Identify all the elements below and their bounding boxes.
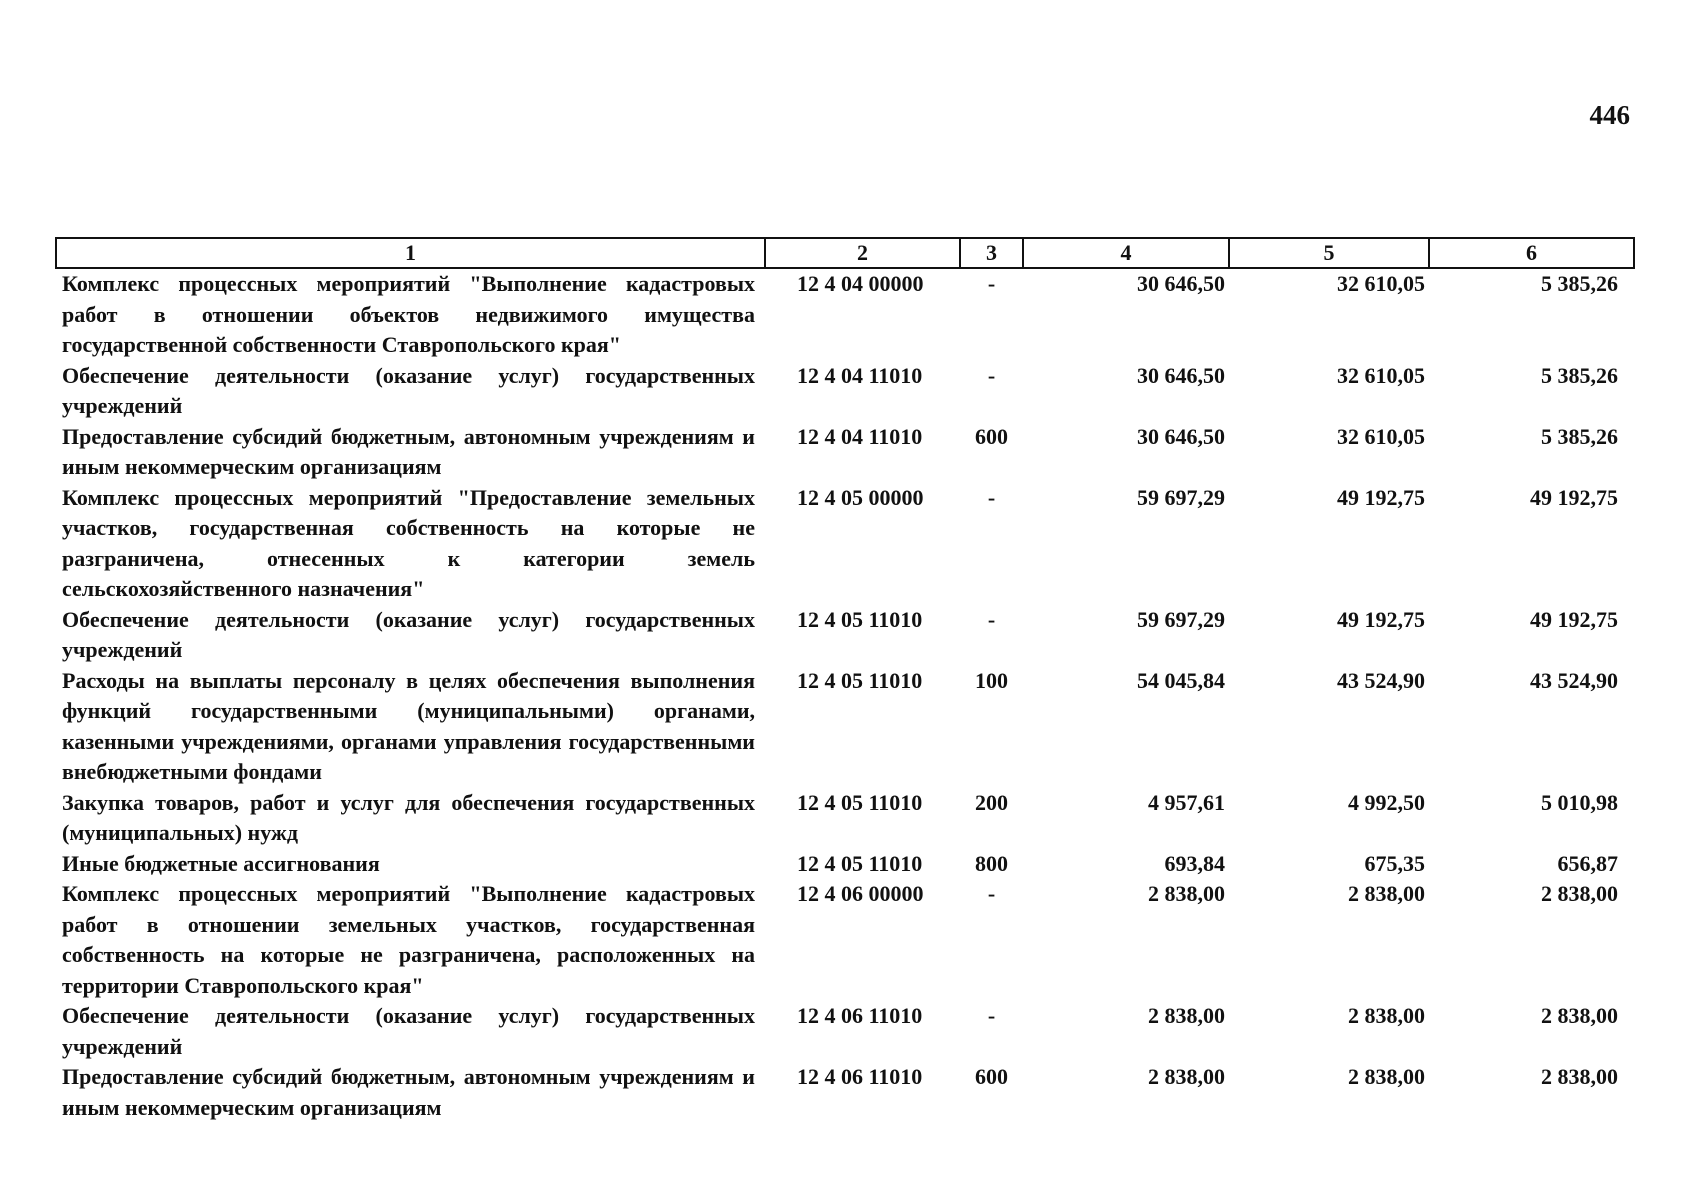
row-code: 12 4 04 00000 xyxy=(797,271,924,296)
row-value-4: 59 697,29 xyxy=(1137,606,1225,632)
row-value-4: 30 646,50 xyxy=(1137,423,1225,449)
row-value-5: 32 610,05 xyxy=(1337,271,1425,296)
budget-table xyxy=(55,237,1635,1123)
row-name: Обеспечение деятельности (оказание услуг) государственных учреждений xyxy=(62,606,755,662)
table-row xyxy=(56,422,1634,483)
row-name: Комплекс процессных мероприятий "Предоставление земельных участков, государственная собственность на которые не разграничена, отнесенных к категории земель сельскохозяйственного назначения" xyxy=(62,484,755,601)
row-value-5: 32 610,05 xyxy=(1337,423,1425,449)
row-value-6: 5 010,98 xyxy=(1541,789,1618,815)
row-expense-type: 200 xyxy=(975,789,1008,815)
row-value-5: 2 838,00 xyxy=(1348,881,1425,906)
table-row xyxy=(56,605,1634,666)
header-col-4: 4 xyxy=(1023,238,1229,268)
row-value-4: 2 838,00 xyxy=(1148,1064,1225,1089)
table-row xyxy=(56,879,1634,1001)
table-row xyxy=(56,849,1634,880)
row-value-6: 49 192,75 xyxy=(1530,484,1618,510)
row-value-5: 4 992,50 xyxy=(1348,789,1425,815)
row-name: Предоставление субсидий бюджетным, автономным учреждениям и иным некоммерческим организациям xyxy=(62,423,755,479)
row-expense-type: - xyxy=(987,271,996,296)
table-row xyxy=(56,666,1634,788)
row-value-4: 2 838,00 xyxy=(1148,881,1225,906)
row-code: 12 4 06 11010 xyxy=(797,1003,923,1028)
header-col-5: 5 xyxy=(1229,238,1429,268)
header-col-2: 2 xyxy=(765,238,960,268)
row-name: Предоставление субсидий бюджетным, автономным учреждениям и иным некоммерческим организациям xyxy=(62,1064,755,1120)
row-value-6: 5 385,26 xyxy=(1541,423,1618,449)
row-name: Комплекс процессных мероприятий "Выполнение кадастровых работ в отношении объектов недвижимого имущества государственной собственности Ставропольского края" xyxy=(62,271,755,357)
row-expense-type: 100 xyxy=(975,667,1008,693)
row-code: 12 4 06 00000 xyxy=(797,881,924,906)
row-value-4: 2 838,00 xyxy=(1148,1003,1225,1028)
row-value-6: 2 838,00 xyxy=(1541,881,1618,906)
table-row xyxy=(56,1062,1634,1123)
row-value-4: 30 646,50 xyxy=(1137,271,1225,296)
row-code: 12 4 05 11010 xyxy=(797,789,923,815)
row-value-4: 59 697,29 xyxy=(1137,484,1225,510)
row-code: 12 4 05 00000 xyxy=(797,484,924,510)
row-expense-type: 600 xyxy=(975,423,1008,449)
row-value-4: 30 646,50 xyxy=(1137,362,1225,388)
row-code: 12 4 04 11010 xyxy=(797,423,923,449)
row-name: Закупка товаров, работ и услуг для обеспечения государственных (муниципальных) нужд xyxy=(62,789,755,845)
row-expense-type: - xyxy=(987,881,996,906)
table-row xyxy=(56,361,1634,422)
row-value-4: 54 045,84 xyxy=(1137,667,1225,693)
table-row xyxy=(56,788,1634,849)
row-value-5: 43 524,90 xyxy=(1337,667,1425,693)
header-col-1: 1 xyxy=(56,238,765,268)
row-value-6: 2 838,00 xyxy=(1541,1064,1618,1089)
row-value-6: 43 524,90 xyxy=(1530,667,1618,693)
table-row xyxy=(56,1001,1634,1062)
row-expense-type: - xyxy=(987,1003,996,1028)
row-name: Расходы на выплаты персоналу в целях обеспечения выполнения функций государственными (муниципальными) органами, казенными учреждениями, органами управления государственными внебюджетными фондами xyxy=(62,667,755,784)
row-code: 12 4 05 11010 xyxy=(797,606,923,632)
row-value-4: 4 957,61 xyxy=(1148,789,1225,815)
row-value-6: 5 385,26 xyxy=(1541,362,1618,388)
row-code: 12 4 04 11010 xyxy=(797,362,923,388)
page-number: 446 xyxy=(1589,100,1630,130)
header-col-3: 3 xyxy=(960,238,1023,268)
row-name: Комплекс процессных мероприятий "Выполнение кадастровых работ в отношении земельных участков, государственная собственность на которые не разграничена, расположенных на территории Ставропольского края" xyxy=(62,881,755,998)
table-body xyxy=(56,268,1634,1123)
row-name: Обеспечение деятельности (оказание услуг) государственных учреждений xyxy=(62,1003,755,1059)
row-value-6: 656,87 xyxy=(1557,850,1618,876)
header-row xyxy=(56,238,1634,268)
row-code: 12 4 05 11010 xyxy=(797,850,923,876)
row-value-5: 2 838,00 xyxy=(1348,1003,1425,1028)
row-expense-type: - xyxy=(987,484,996,510)
table-header xyxy=(56,238,1634,268)
table-row xyxy=(56,268,1634,361)
row-value-6: 5 385,26 xyxy=(1541,271,1618,296)
row-expense-type: - xyxy=(987,606,996,632)
row-value-6: 49 192,75 xyxy=(1530,606,1618,632)
row-name: Обеспечение деятельности (оказание услуг) государственных учреждений xyxy=(62,362,755,418)
header-col-6: 6 xyxy=(1429,238,1634,268)
row-value-4: 693,84 xyxy=(1164,850,1225,876)
row-expense-type: 800 xyxy=(975,850,1008,876)
row-value-6: 2 838,00 xyxy=(1541,1003,1618,1028)
row-expense-type: 600 xyxy=(975,1064,1008,1089)
row-value-5: 675,35 xyxy=(1364,850,1425,876)
table-row xyxy=(56,483,1634,605)
row-value-5: 49 192,75 xyxy=(1337,606,1425,632)
row-value-5: 2 838,00 xyxy=(1348,1064,1425,1089)
row-name: Иные бюджетные ассигнования xyxy=(62,850,380,876)
row-expense-type: - xyxy=(987,362,996,388)
row-code: 12 4 05 11010 xyxy=(797,667,923,693)
row-value-5: 49 192,75 xyxy=(1337,484,1425,510)
row-code: 12 4 06 11010 xyxy=(797,1064,923,1089)
row-value-5: 32 610,05 xyxy=(1337,362,1425,388)
